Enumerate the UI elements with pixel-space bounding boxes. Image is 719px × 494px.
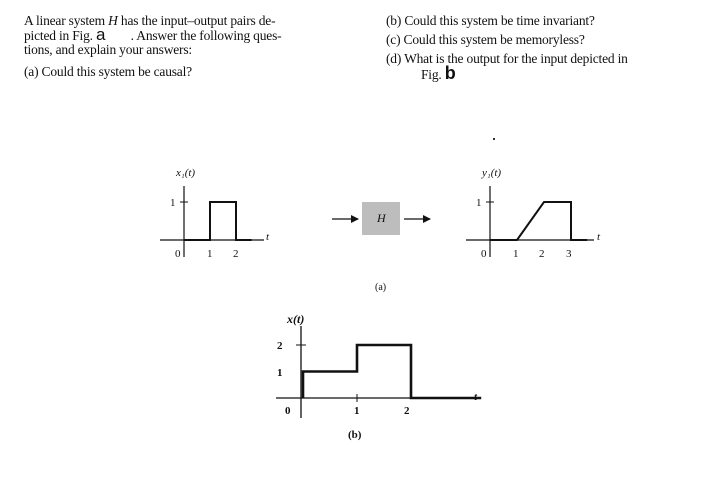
- input-b-plot: [276, 312, 481, 418]
- problem-line-3: tions, and explain your answers:: [24, 42, 192, 57]
- output-x-tick-1: 1: [513, 248, 519, 260]
- input-xlabel: t: [266, 231, 270, 243]
- input-x-tick-0: 0: [175, 248, 181, 260]
- output-ylabel: y₁(t): [482, 167, 502, 179]
- b-x-tick-2: 2: [404, 405, 410, 417]
- input-x-tick-1: 1: [207, 248, 213, 260]
- problem-line-2: picted in Fig. a . Answer the following ques-: [24, 25, 282, 44]
- b-signal: [303, 345, 481, 398]
- b-y-tick-label-1: 1: [277, 367, 283, 379]
- b-y-tick-label-2: 2: [277, 340, 283, 352]
- question-a: (a) Could this system be causal?: [24, 64, 192, 79]
- input-y-tick-label: 1: [170, 197, 176, 209]
- system-block-group: [332, 202, 430, 235]
- b-ylabel: x(t): [287, 312, 305, 326]
- output-x-tick-0: 0: [481, 248, 487, 260]
- question-d-figref: Fig. b: [421, 63, 456, 83]
- input-signal: [184, 202, 252, 240]
- b-x-tick-0: 0: [285, 405, 291, 417]
- output-signal: [490, 202, 587, 240]
- system-label: H: [377, 211, 386, 225]
- output-y-tick-label: 1: [476, 197, 482, 209]
- figure-b-caption: (b): [348, 429, 362, 441]
- output-x-tick-3: 3: [566, 248, 572, 260]
- output-x-tick-2: 2: [539, 248, 545, 260]
- input-ylabel: x₁(t): [176, 167, 196, 179]
- output-plot: [466, 167, 601, 260]
- b-xlabel: t: [474, 391, 478, 403]
- figure-a-caption: (a): [375, 282, 387, 293]
- b-x-tick-1-label: 1: [354, 405, 360, 417]
- input-plot: [160, 167, 270, 260]
- input-x-tick-2: 2: [233, 248, 239, 260]
- problem-line-1: A linear system H has the input–output pairs de-: [24, 13, 276, 28]
- question-c: (c) Could this system be memoryless?: [386, 32, 585, 47]
- output-xlabel: t: [597, 231, 601, 243]
- question-d: (d) What is the output for the input depicted in: [386, 51, 628, 66]
- question-b: (b) Could this system be time invariant?: [386, 13, 595, 28]
